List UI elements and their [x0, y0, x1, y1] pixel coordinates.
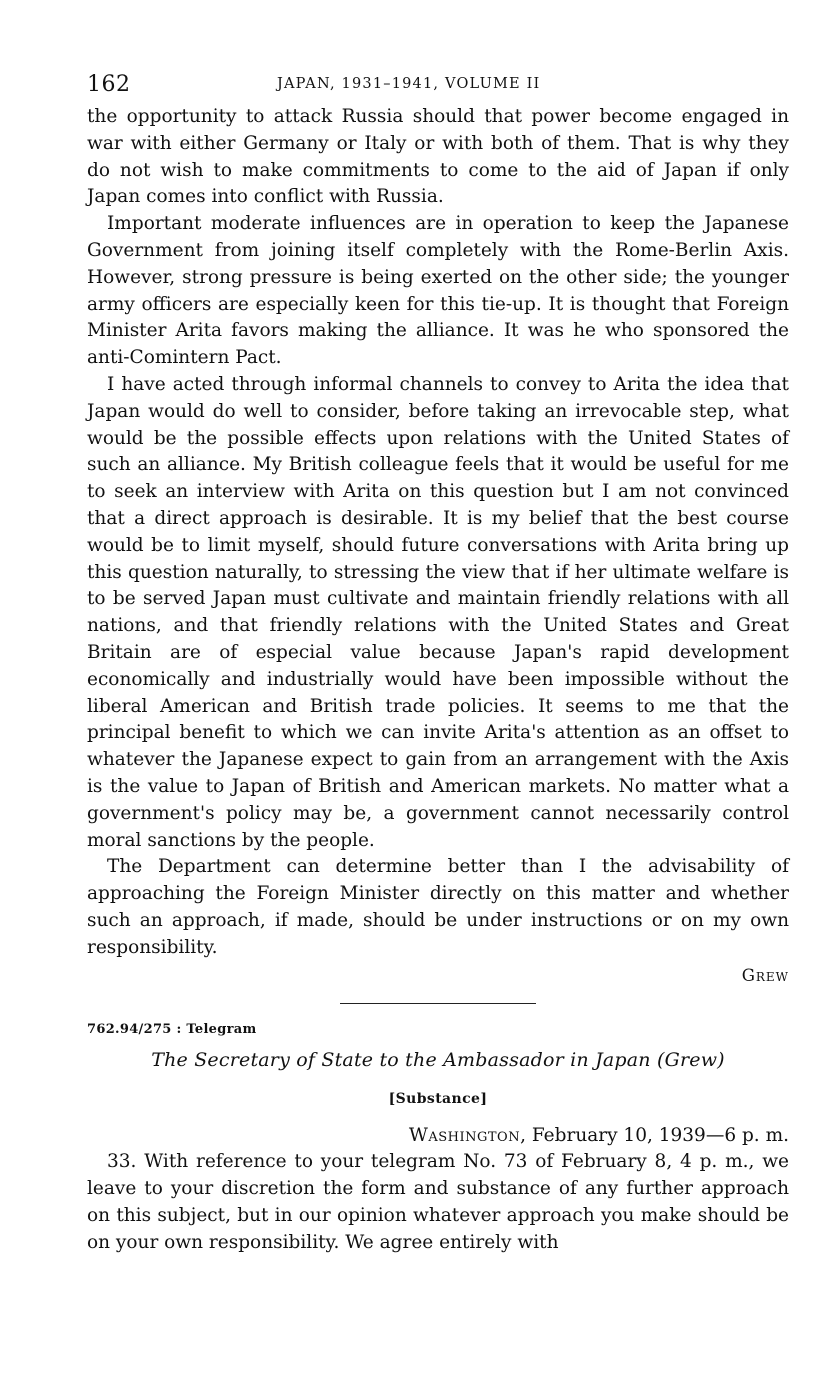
page-number: 162 [87, 72, 131, 97]
section-divider [340, 1003, 536, 1004]
paragraph: 33. With reference to your telegram No. 73 of February 8, 4 p. m., we leave to your discretion the form and substance of any further approach on this subject, but in our opinion whatever approach you make should be on your own responsibility. We agree entirely with [87, 1151, 789, 1253]
file-reference: 762.94/275 : Telegram [87, 1021, 257, 1037]
paragraph: Important moderate influences are in operation to keep the Japanese Government from joining itself completely with the Rome-Berlin Axis. However, strong pressure is being exerted on the other side; the younger army officers are especially keen for this tie-up. It is thought that Foreign Minister Arita favors making the alliance. It was he who sponsored the anti-Comintern Pact. [87, 213, 789, 369]
signature: Grew [741, 965, 789, 985]
second-telegram-body [87, 1149, 789, 1256]
running-head: JAPAN, 1931–1941, VOLUME II [277, 76, 541, 92]
paragraph: the opportunity to attack Russia should that power become engaged in war with either Germany or Italy or with both of them. That is why they do not wish to make commitments to come to the aid of Japan if only Japan comes into conflict with Russia. [87, 106, 789, 208]
dateline-date: , February 10, 1939—6 p. m. [520, 1124, 789, 1146]
dateline-place: Washington [408, 1124, 521, 1146]
paragraph: The Department can determine better than I the advisability of approaching the Foreign Minister directly on this matter and whether such an approach, if made, should be under instructions or on my own responsibility. [87, 856, 789, 958]
paragraph: I have acted through informal channels to convey to Arita the idea that Japan would do well to consider, before taking an irrevocable step, what would be the possible effects upon relations with the United States of such an alliance. My British colleague feels that it would be useful for me to seek an interview with Arita on this question but I am not convinced that a direct approach is desirable. It is my belief that the best course would be to limit myself, should future conversations with Arita bring up this question naturally, to stressing the view that if her ultimate welfare is to be served Japan must cultivate and maintain friendly relations with all nations, and that friendly relations with the United States and Great Britain are of especial value because Japan's rapid development economically and industrially would have been impossible without the liberal American and British trade policies. It seems to me that the principal benefit to which we can invite Arita's attention as an offset to whatever the Japanese expect to gain from an arrangement with the Axis is the value to Japan of British and American markets. No matter what a government's policy may be, a government cannot necessarily control moral sanctions by the people. [87, 373, 789, 851]
substance-label: [Substance] [388, 1090, 488, 1107]
document-page [87, 70, 789, 1256]
page-header [87, 70, 789, 104]
telegram-body [87, 104, 789, 962]
document-title: The Secretary of State to the Ambassador in Japan (Grew) [151, 1048, 725, 1071]
dateline [87, 1123, 789, 1150]
